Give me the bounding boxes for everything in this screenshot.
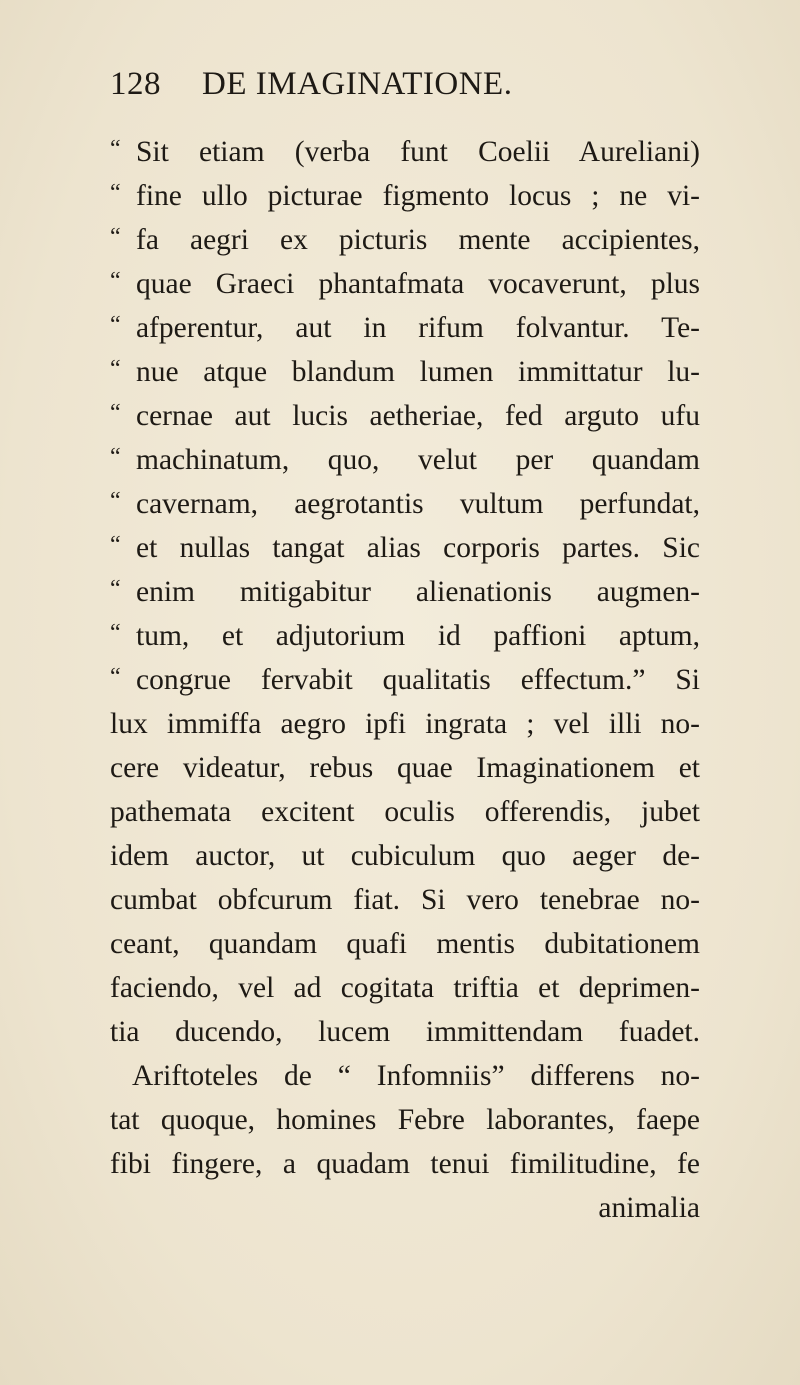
line-text: afperentur, aut in rifum folvantur. Te- xyxy=(136,312,700,344)
quote-mark: “ xyxy=(110,620,121,646)
quote-mark: “ xyxy=(110,268,121,294)
quote-mark: “ xyxy=(110,356,121,382)
quote-mark: “ xyxy=(110,224,121,250)
line-text: lux immiffa aegro ipfi ingrata ; vel illi no- xyxy=(110,708,700,740)
line-text: pathemata excitent oculis offerendis, jubet xyxy=(110,796,700,828)
line-text: tat quoque, homines Febre laborantes, faepe xyxy=(110,1104,700,1136)
line-text: faciendo, vel ad cogitata triftia et deprimen- xyxy=(110,972,700,1004)
text-line xyxy=(110,526,700,570)
text-line xyxy=(110,174,700,218)
line-text: ceant, quandam quafi mentis dubitationem xyxy=(110,928,700,960)
line-text: Sit etiam (verba funt Coelii Aureliani) xyxy=(136,136,700,168)
line-text: fa aegri ex picturis mente accipientes, xyxy=(136,224,700,256)
line-text: fine ullo picturae figmento locus ; ne vi- xyxy=(136,180,700,212)
line-text: idem auctor, ut cubiculum quo aeger de- xyxy=(110,840,700,872)
text-line xyxy=(110,482,700,526)
text-line xyxy=(110,262,700,306)
quote-mark: “ xyxy=(110,136,121,162)
line-text: fibi fingere, a quadam tenui fimilitudine, fe xyxy=(110,1148,700,1180)
quote-mark: “ xyxy=(110,180,121,206)
text-line xyxy=(110,394,700,438)
line-text: machinatum, quo, velut per quandam xyxy=(136,444,700,476)
line-text: cavernam, aegrotantis vultum perfundat, xyxy=(136,488,700,520)
paragraph-start-line xyxy=(110,1054,700,1098)
quote-mark: “ xyxy=(110,576,121,602)
text-line xyxy=(110,834,700,878)
quote-mark: “ xyxy=(110,488,121,514)
line-text: enim mitigabitur alienationis augmen- xyxy=(136,576,700,608)
text-line xyxy=(110,1010,700,1054)
line-text: congrue fervabit qualitatis effectum.” Si xyxy=(136,664,700,696)
catchword: animalia xyxy=(598,1192,700,1224)
line-text: cernae aut lucis aetheriae, fed arguto ufu xyxy=(136,400,700,432)
text-line xyxy=(110,218,700,262)
text-line xyxy=(110,1098,700,1142)
quote-mark: “ xyxy=(110,532,121,558)
body-text xyxy=(110,130,700,1230)
text-line xyxy=(110,438,700,482)
text-line xyxy=(110,922,700,966)
line-text: nue atque blandum lumen immittatur lu- xyxy=(136,356,700,388)
quote-mark: “ xyxy=(110,312,121,338)
page-number: 128 xyxy=(110,66,161,102)
text-line xyxy=(110,306,700,350)
text-line xyxy=(110,1142,700,1186)
text-line xyxy=(110,614,700,658)
text-line xyxy=(110,350,700,394)
text-line xyxy=(110,130,700,174)
text-line xyxy=(110,966,700,1010)
line-text: Ariftoteles de “ Infomniis” differens no- xyxy=(132,1060,700,1092)
line-text: tia ducendo, lucem immittendam fuadet. xyxy=(110,1016,700,1048)
line-text: cere videatur, rebus quae Imaginationem et xyxy=(110,752,700,784)
text-line xyxy=(110,746,700,790)
line-text: tum, et adjutorium id paffioni aptum, xyxy=(136,620,700,652)
text-line xyxy=(110,878,700,922)
quote-mark: “ xyxy=(110,444,121,470)
running-title: DE IMAGINATIONE. xyxy=(202,66,513,102)
text-line xyxy=(110,790,700,834)
text-line xyxy=(110,702,700,746)
line-text: cumbat obfcurum fiat. Si vero tenebrae no- xyxy=(110,884,700,916)
catchword-line xyxy=(110,1186,700,1230)
quote-mark: “ xyxy=(110,400,121,426)
text-line xyxy=(110,570,700,614)
line-text: et nullas tangat alias corporis partes. Sic xyxy=(136,532,700,564)
running-header xyxy=(110,66,710,110)
text-line xyxy=(110,658,700,702)
line-text: quae Graeci phantafmata vocaverunt, plus xyxy=(136,268,700,300)
quote-mark: “ xyxy=(110,664,121,690)
